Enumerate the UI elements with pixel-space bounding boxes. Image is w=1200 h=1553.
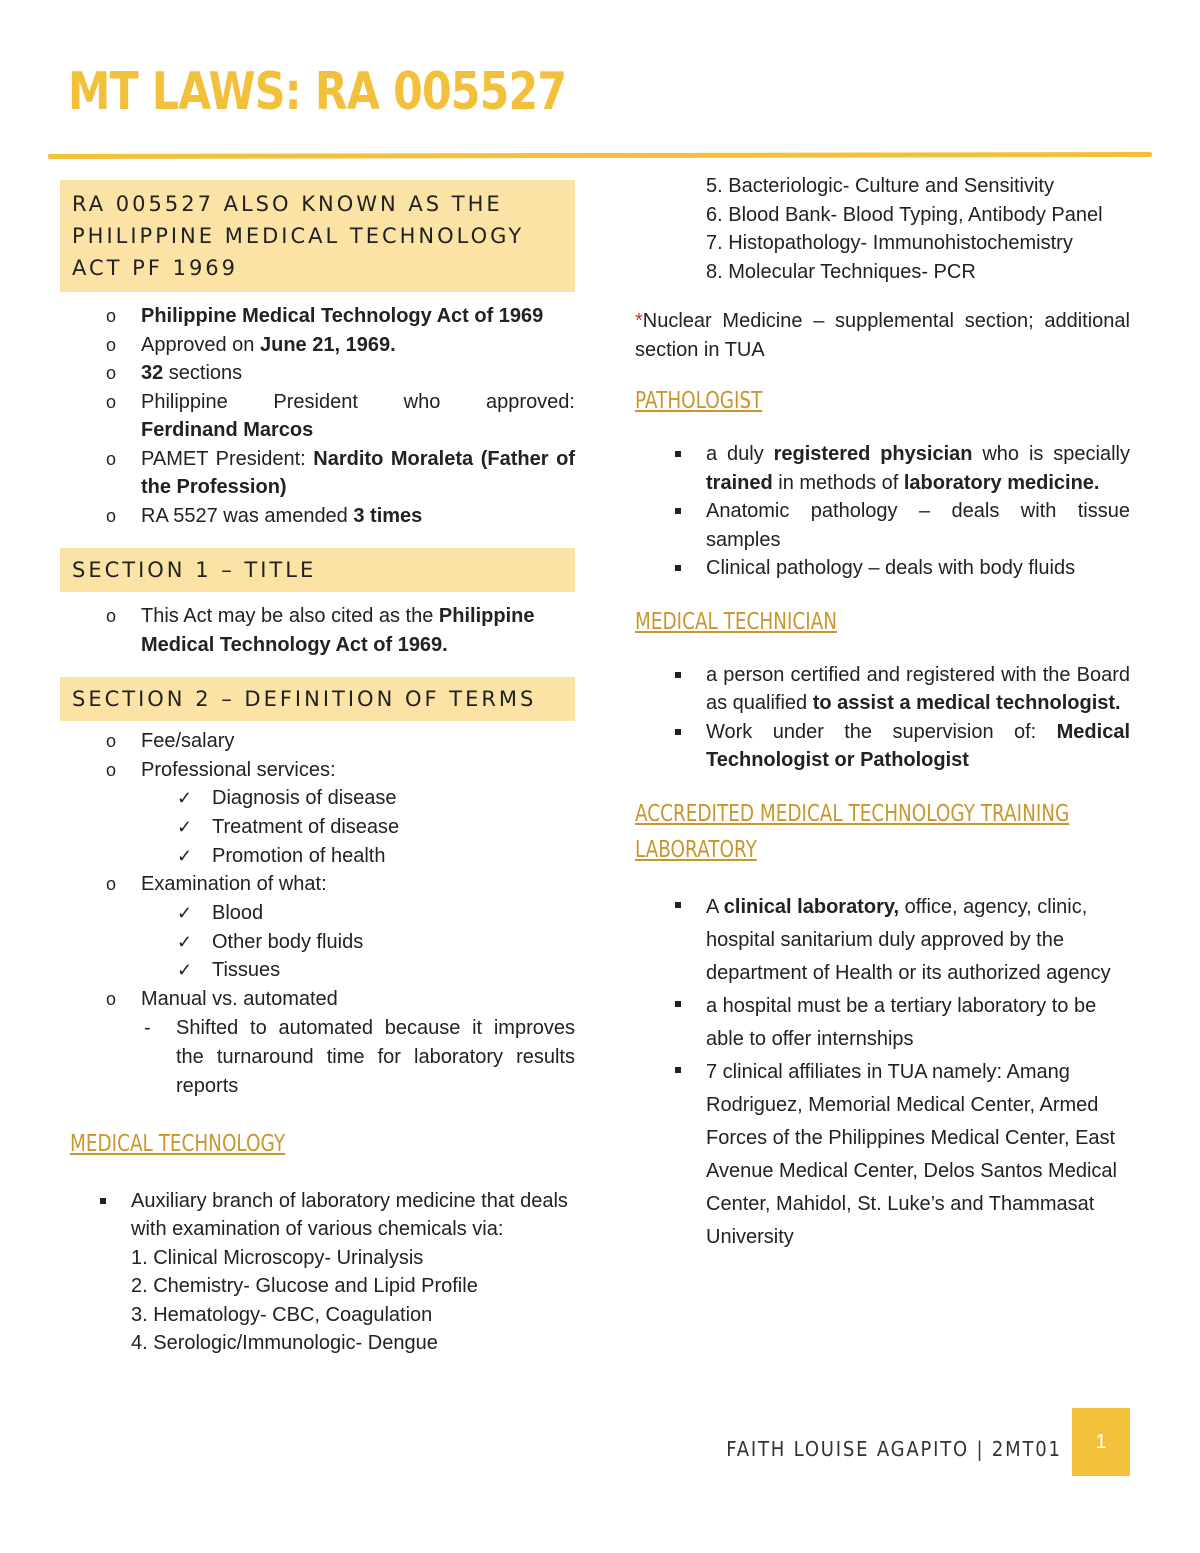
page-number-badge: 1 <box>1072 1408 1130 1476</box>
intro-heading-line: PHILIPPINE MEDICAL TECHNOLOGY <box>72 224 525 248</box>
list-item: 7 clinical affiliates in TUA namely: Amang Rodriguez, Memorial Medical Center, Armed Forces of the Philippines Medical Center, East Avenue Medical Center, Delos Santos Medical Center, Mahidol, St. Luke’s and Thammasat University <box>671 1056 1130 1254</box>
intro-heading-line: RA 005527 ALSO KNOWN AS THE <box>72 192 503 216</box>
list-item: a person certified and registered with the Board as qualified to assist a medical technologist. <box>671 661 1130 718</box>
examination-list <box>141 899 575 985</box>
medtech-line: 2. Chemistry- Glucose and Lipid Profile <box>131 1275 478 1298</box>
medtech-heading: MEDICAL TECHNOLOGY <box>70 1130 286 1157</box>
section2-heading: SECTION 2 – DEFINITION OF TERMS <box>60 677 575 721</box>
dash-item: - Shifted to automated because it improves the turnaround time for laboratory results reports <box>141 1014 575 1101</box>
medtech-list-continued <box>635 172 1130 286</box>
section1-list <box>60 602 575 659</box>
list-item: Anatomic pathology – deals with tissue samples <box>671 497 1130 554</box>
footer-author: FAITH LOUISE AGAPITO | 2MT01 <box>726 1437 1062 1461</box>
title-underline <box>48 152 1152 159</box>
intro-heading <box>60 180 575 292</box>
medtech-line: 1. Clinical Microscopy- Urinalysis <box>131 1246 424 1269</box>
list-item: Clinical pathology – deals with body fluids <box>671 554 1130 583</box>
intro-list <box>60 302 575 530</box>
medtech-list <box>60 1187 575 1358</box>
list-item: o Philippine President who approved: Ferdinand Marcos <box>106 388 575 445</box>
list-item: o Fee/salary <box>106 727 575 756</box>
training-list <box>635 891 1130 1254</box>
list-item: o This Act may be also cited as the Philippine Medical Technology Act of 1969. <box>106 602 575 659</box>
list-item: o Approved on June 21, 1969. <box>106 331 575 360</box>
nuclear-medicine-note: *Nuclear Medicine – supplemental section; additional section in TUA <box>635 310 1130 361</box>
pathologist-list <box>635 440 1130 583</box>
check-item: ✓ Diagnosis of disease <box>177 784 575 813</box>
technician-list <box>635 661 1130 775</box>
list-item: o Professional services: ✓ Diagnosis of disease ✓ Treatment of disease ✓ Promotion of health <box>106 756 575 871</box>
left-column <box>60 180 575 1358</box>
list-item: o RA 5527 was amended 3 times <box>106 502 575 531</box>
list-item: A clinical laboratory, office, agency, clinic, hospital sanitarium duly approved by the department of Health or its authorized agency <box>671 891 1130 990</box>
intro-heading-line: ACT PF 1969 <box>72 256 239 280</box>
medtech-line: 7. Histopathology- Immunohistochemistry <box>706 232 1073 254</box>
section1-heading: SECTION 1 – TITLE <box>60 548 575 592</box>
list-item: o Manual vs. automated - Shifted to automated because it improves the turnaround time for laboratory results reports <box>106 985 575 1101</box>
medtech-line: 3. Hematology- CBC, Coagulation <box>131 1303 433 1326</box>
medtech-line: 6. Blood Bank- Blood Typing, Antibody Panel <box>706 203 1103 226</box>
medtech-line: 4. Serologic/Immunologic- Dengue <box>131 1332 438 1355</box>
list-item: o 32 sections <box>106 359 575 388</box>
technician-heading: MEDICAL TECHNICIAN <box>635 608 837 635</box>
list-item: a hospital must be a tertiary laboratory to be able to offer internships <box>671 990 1130 1056</box>
list-item: Work under the supervision of: Medical Technologist or Pathologist <box>671 718 1130 775</box>
medtech-line: 8. Molecular Techniques- PCR <box>706 260 976 283</box>
list-item: o Examination of what: ✓ Blood ✓ Other body fluids ✓ Tissues <box>106 870 575 985</box>
list-item: o PAMET President: Nardito Moraleta (Father of the Profession) <box>106 445 575 502</box>
document-title: MT LAWS: RA 005527 <box>68 62 567 122</box>
list-item: Auxiliary branch of laboratory medicine that deals with examination of various chemicals via: 1. Clinical Microscopy- Urinalysis 2. Chemistry- Glucose and Lipid Profile 3. Hematology- CBC, Coagulation 4. Serologic/Immunologic- Dengue <box>96 1187 575 1358</box>
medtech-line: 5. Bacteriologic- Culture and Sensitivity <box>706 175 1054 197</box>
check-item: ✓ Tissues <box>177 956 575 985</box>
training-heading: ACCREDITED MEDICAL TECHNOLOGY TRAINING LABORATORY <box>635 800 1070 863</box>
check-item: ✓ Blood <box>177 899 575 928</box>
check-item: ✓ Treatment of disease <box>177 813 575 842</box>
list-item: a duly registered physician who is specially trained in methods of laboratory medicine. <box>671 440 1130 497</box>
manual-sub-list <box>141 1014 575 1101</box>
check-item: ✓ Other body fluids <box>177 928 575 957</box>
check-item: ✓ Promotion of health <box>177 842 575 871</box>
pathologist-heading: PATHOLOGIST <box>635 388 763 414</box>
professional-services-list <box>141 784 575 870</box>
section2-list <box>60 727 575 1101</box>
right-column <box>635 172 1130 1254</box>
list-item: o Philippine Medical Technology Act of 1969 <box>106 302 575 331</box>
